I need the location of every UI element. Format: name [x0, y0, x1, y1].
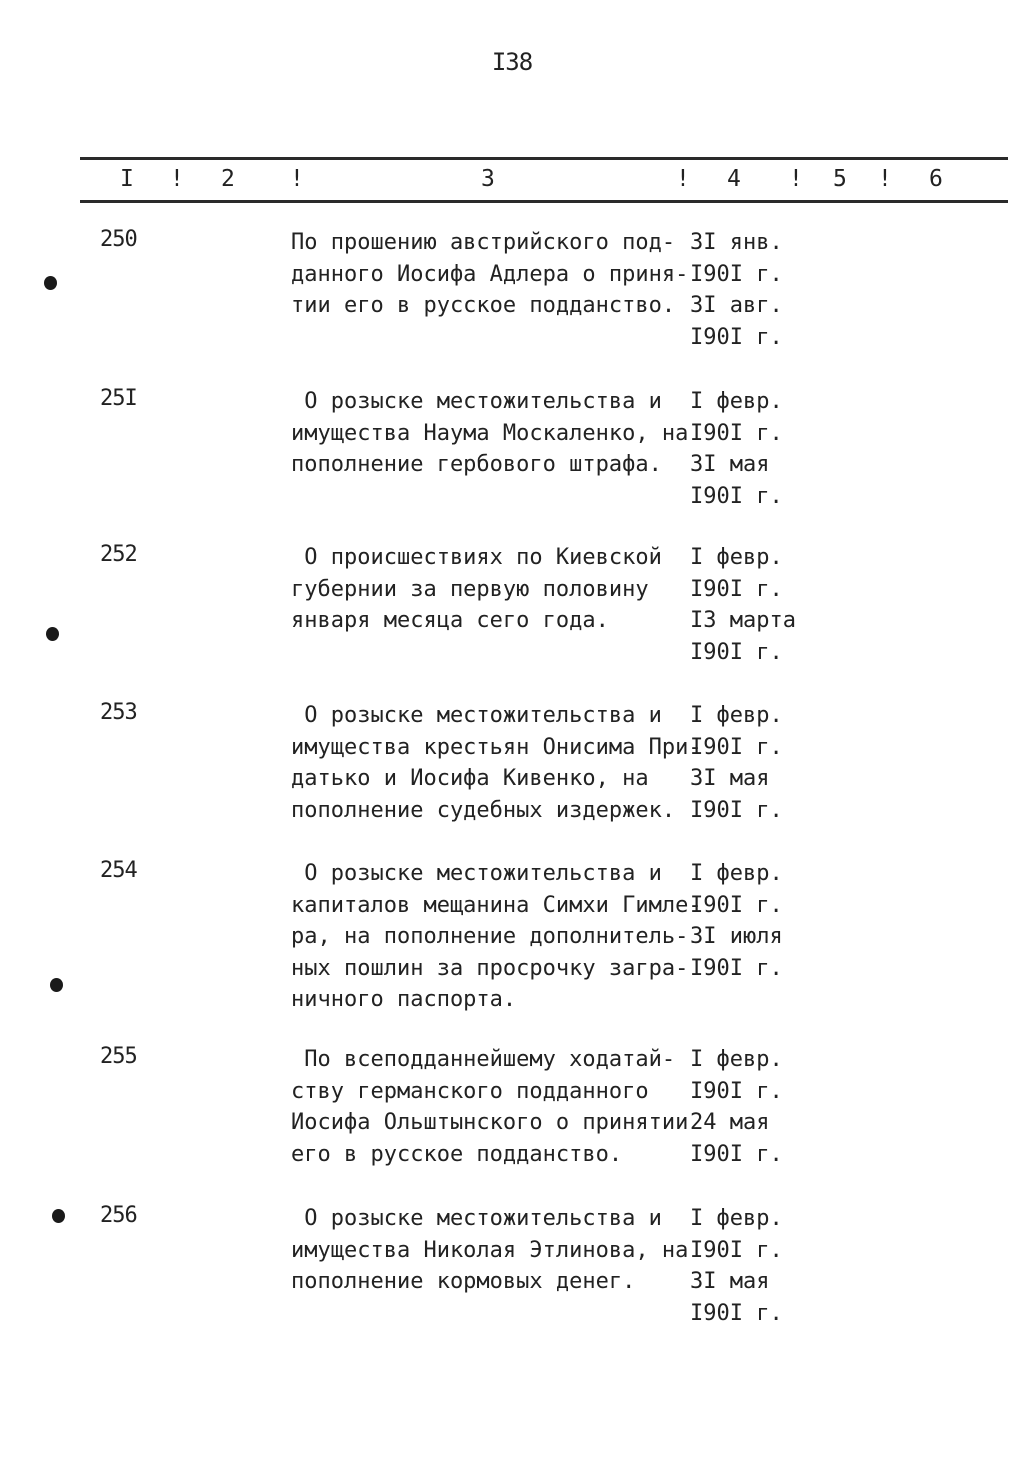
date-end: 3I мая [690, 766, 770, 791]
record-dates [690, 858, 830, 984]
description-line: О розыске местожительства и [291, 1206, 662, 1231]
date-end: 3I авг. [690, 293, 783, 318]
description-line: имущества крестьян Онисима При- [291, 734, 702, 760]
date-end: 3I июля [690, 924, 783, 949]
date-end-year: I90I г. [690, 324, 783, 350]
record-number: 256 [100, 1203, 137, 1228]
date-end-year: I90I г. [690, 797, 783, 823]
description-line: По прошению австрийского под- [291, 230, 676, 255]
description-line: О розыске местожительства и [291, 861, 662, 886]
date-start: I февр. [690, 861, 783, 886]
description-line: губернии за первую половину [291, 576, 649, 602]
record-description [291, 1044, 691, 1170]
punch-hole [50, 978, 63, 992]
record-dates [690, 542, 830, 668]
description-line: января месяца сего года. [291, 608, 609, 633]
date-start-year: I90I г. [690, 420, 783, 446]
date-end: 3I мая [690, 452, 770, 477]
page-number: I38 [491, 48, 533, 76]
description-line: О происшествиях по Киевской [291, 545, 662, 570]
description-line: ничного паспорта. [291, 987, 517, 1012]
punch-hole [52, 1209, 65, 1223]
date-end-year: I90I г. [690, 639, 783, 665]
record-description [291, 700, 702, 826]
date-start: 3I янв. [690, 230, 783, 255]
description-line: датько и Иосифа Кивенко, на [291, 766, 649, 791]
record-dates [690, 227, 830, 353]
column-header-1: I [120, 166, 136, 192]
column-header-3: 3 [481, 166, 497, 192]
record-number: 25I [100, 386, 137, 411]
date-start-year: I90I г. [690, 261, 783, 287]
description-line: пополнение судебных издержек. [291, 797, 676, 823]
column-header-6: 6 [929, 166, 945, 192]
description-line: ных пошлин за просрочку загра- [291, 955, 689, 981]
description-line: О розыске местожительства и [291, 389, 662, 414]
date-start: I февр. [690, 1047, 783, 1072]
record-description [291, 227, 691, 322]
record-number: 254 [100, 858, 137, 883]
record-number: 250 [100, 227, 137, 252]
date-end-year: I90I г. [690, 955, 783, 981]
date-end: 24 мая [690, 1110, 770, 1135]
column-separator: ! [789, 166, 805, 192]
date-end-year: I90I г. [690, 1141, 783, 1167]
date-start-year: I90I г. [690, 892, 783, 918]
header-rule-top [80, 157, 1008, 160]
date-start-year: I90I г. [690, 576, 783, 602]
punch-hole [44, 276, 57, 290]
date-start: I февр. [690, 703, 783, 728]
column-header-5: 5 [833, 166, 849, 192]
header-rule-bottom [80, 200, 1008, 203]
record-dates [690, 1203, 830, 1329]
record-description [291, 858, 702, 1016]
description-line: пополнение гербового штрафа. [291, 452, 662, 477]
date-end: I3 марта [690, 608, 796, 633]
column-separator: ! [878, 166, 894, 192]
column-separator: ! [290, 166, 306, 192]
description-line: пополнение кормовых денег. [291, 1269, 636, 1294]
record-description [291, 1203, 691, 1298]
record-dates [690, 1044, 830, 1170]
date-start-year: I90I г. [690, 1237, 783, 1263]
punch-hole [46, 627, 59, 641]
record-number: 253 [100, 700, 137, 725]
date-start-year: I90I г. [690, 734, 783, 760]
description-line: О розыске местожительства и [291, 703, 662, 728]
description-line: имущества Николая Этлинова, на [291, 1237, 689, 1263]
record-number: 255 [100, 1044, 137, 1069]
date-end-year: I90I г. [690, 1300, 783, 1326]
description-line: тии его в русское подданство. [291, 293, 676, 318]
date-end: 3I мая [690, 1269, 770, 1294]
date-start: I февр. [690, 1206, 783, 1231]
description-line: его в русское подданство. [291, 1141, 623, 1167]
description-line: ству германского подданного [291, 1078, 649, 1104]
date-start-year: I90I г. [690, 1078, 783, 1104]
description-line: По всеподданнейшему ходатай- [291, 1047, 676, 1072]
date-start: I февр. [690, 545, 783, 570]
description-line: имущества Наума Москаленко, на [291, 420, 689, 446]
record-description [291, 386, 691, 481]
description-line: ра, на пополнение дополнитель- [291, 924, 689, 949]
date-start: I февр. [690, 389, 783, 414]
record-dates [690, 386, 830, 512]
description-line: Иосифа Ольштынского о принятии [291, 1110, 689, 1135]
record-number: 252 [100, 542, 137, 567]
description-line: данного Иосифа Адлера о приня- [291, 261, 689, 287]
column-separator: ! [170, 166, 186, 192]
record-description [291, 542, 691, 637]
record-dates [690, 700, 830, 826]
date-end-year: I90I г. [690, 483, 783, 509]
column-header-2: 2 [221, 166, 237, 192]
column-separator: ! [676, 166, 692, 192]
column-header-4: 4 [727, 166, 743, 192]
description-line: капиталов мещанина Симхи Гимле- [291, 892, 702, 918]
